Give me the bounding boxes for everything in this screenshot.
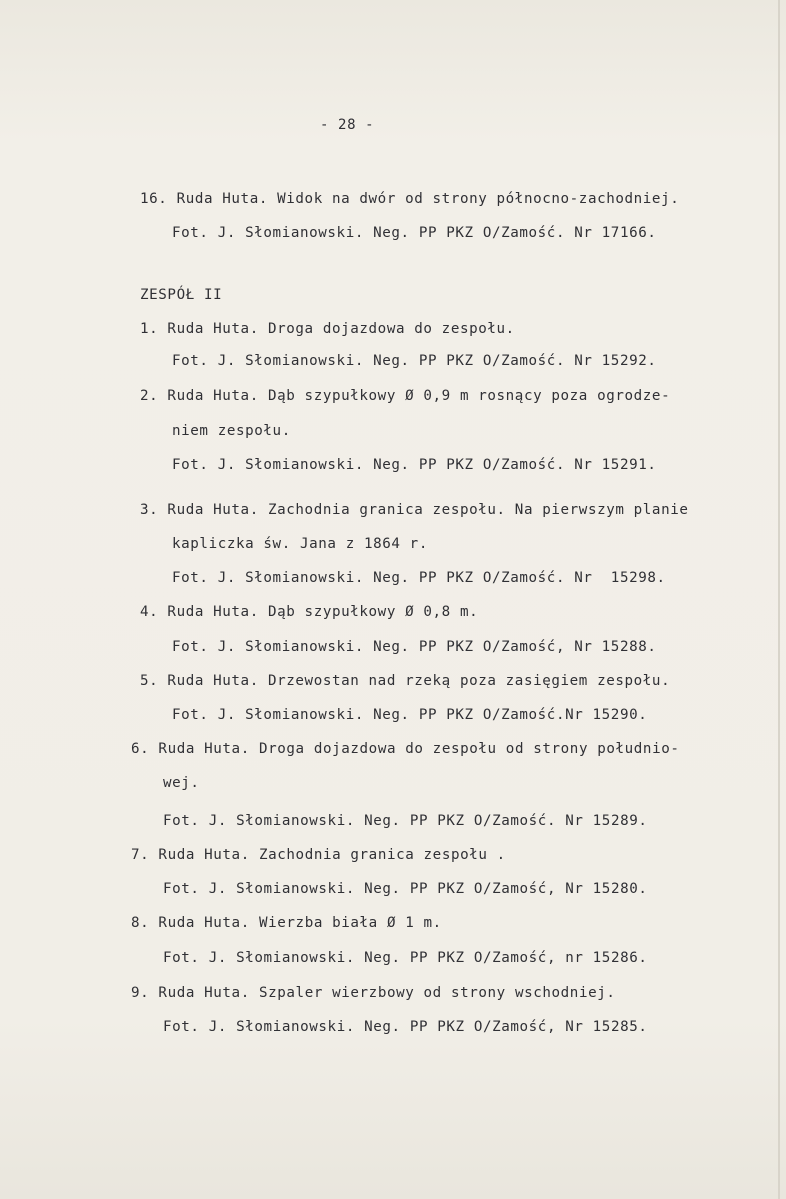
item-2-photo-credit: Fot. J. Słomianowski. Neg. PP PKZ O/Zamość. Nr 15291. [172, 457, 657, 473]
item-7-title: 7. Ruda Huta. Zachodnia granica zespołu . [131, 847, 506, 863]
item-4-photo-credit: Fot. J. Słomianowski. Neg. PP PKZ O/Zamość, Nr 15288. [172, 639, 657, 655]
item-5-title: 5. Ruda Huta. Drzewostan nad rzeką poza zasięgiem zespołu. [140, 673, 671, 689]
item-1-photo-credit: Fot. J. Słomianowski. Neg. PP PKZ O/Zamość. Nr 15292. [172, 353, 657, 369]
item-1-title: 1. Ruda Huta. Droga dojazdowa do zespołu. [140, 321, 515, 337]
entry-16-line-1: 16. Ruda Huta. Widok na dwór od strony północno-zachodniej. [140, 191, 680, 207]
item-7-photo-credit: Fot. J. Słomianowski. Neg. PP PKZ O/Zamość, Nr 15280. [163, 881, 648, 897]
item-8-title: 8. Ruda Huta. Wierzba biała Ø 1 m. [131, 915, 442, 931]
page-edge-shadow [778, 0, 780, 1199]
section-heading: ZESPÓŁ II [140, 287, 223, 303]
item-2-title: 2. Ruda Huta. Dąb szypułkowy Ø 0,9 m rosnący poza ogrodze- [140, 388, 671, 404]
item-2-title-cont: niem zespołu. [172, 423, 291, 439]
item-8-photo-credit: Fot. J. Słomianowski. Neg. PP PKZ O/Zamość, nr 15286. [163, 950, 648, 966]
item-6-title: 6. Ruda Huta. Droga dojazdowa do zespołu od strony południo- [131, 741, 680, 757]
item-6-photo-credit: Fot. J. Słomianowski. Neg. PP PKZ O/Zamość. Nr 15289. [163, 813, 648, 829]
item-9-photo-credit: Fot. J. Słomianowski. Neg. PP PKZ O/Zamość, Nr 15285. [163, 1019, 648, 1035]
item-9-title: 9. Ruda Huta. Szpaler wierzbowy od strony wschodniej. [131, 985, 616, 1001]
item-5-photo-credit: Fot. J. Słomianowski. Neg. PP PKZ O/Zamość.Nr 15290. [172, 707, 648, 723]
page-number: - 28 - [320, 117, 375, 133]
item-3-title: 3. Ruda Huta. Zachodnia granica zespołu. Na pierwszym planie [140, 502, 689, 518]
entry-16-line-2: Fot. J. Słomianowski. Neg. PP PKZ O/Zamość. Nr 17166. [172, 225, 657, 241]
item-3-title-cont: kapliczka św. Jana z 1864 r. [172, 536, 428, 552]
item-3-photo-credit: Fot. J. Słomianowski. Neg. PP PKZ O/Zamość. Nr 15298. [172, 570, 666, 586]
item-6-title-cont: wej. [163, 775, 200, 791]
item-4-title: 4. Ruda Huta. Dąb szypułkowy Ø 0,8 m. [140, 604, 479, 620]
